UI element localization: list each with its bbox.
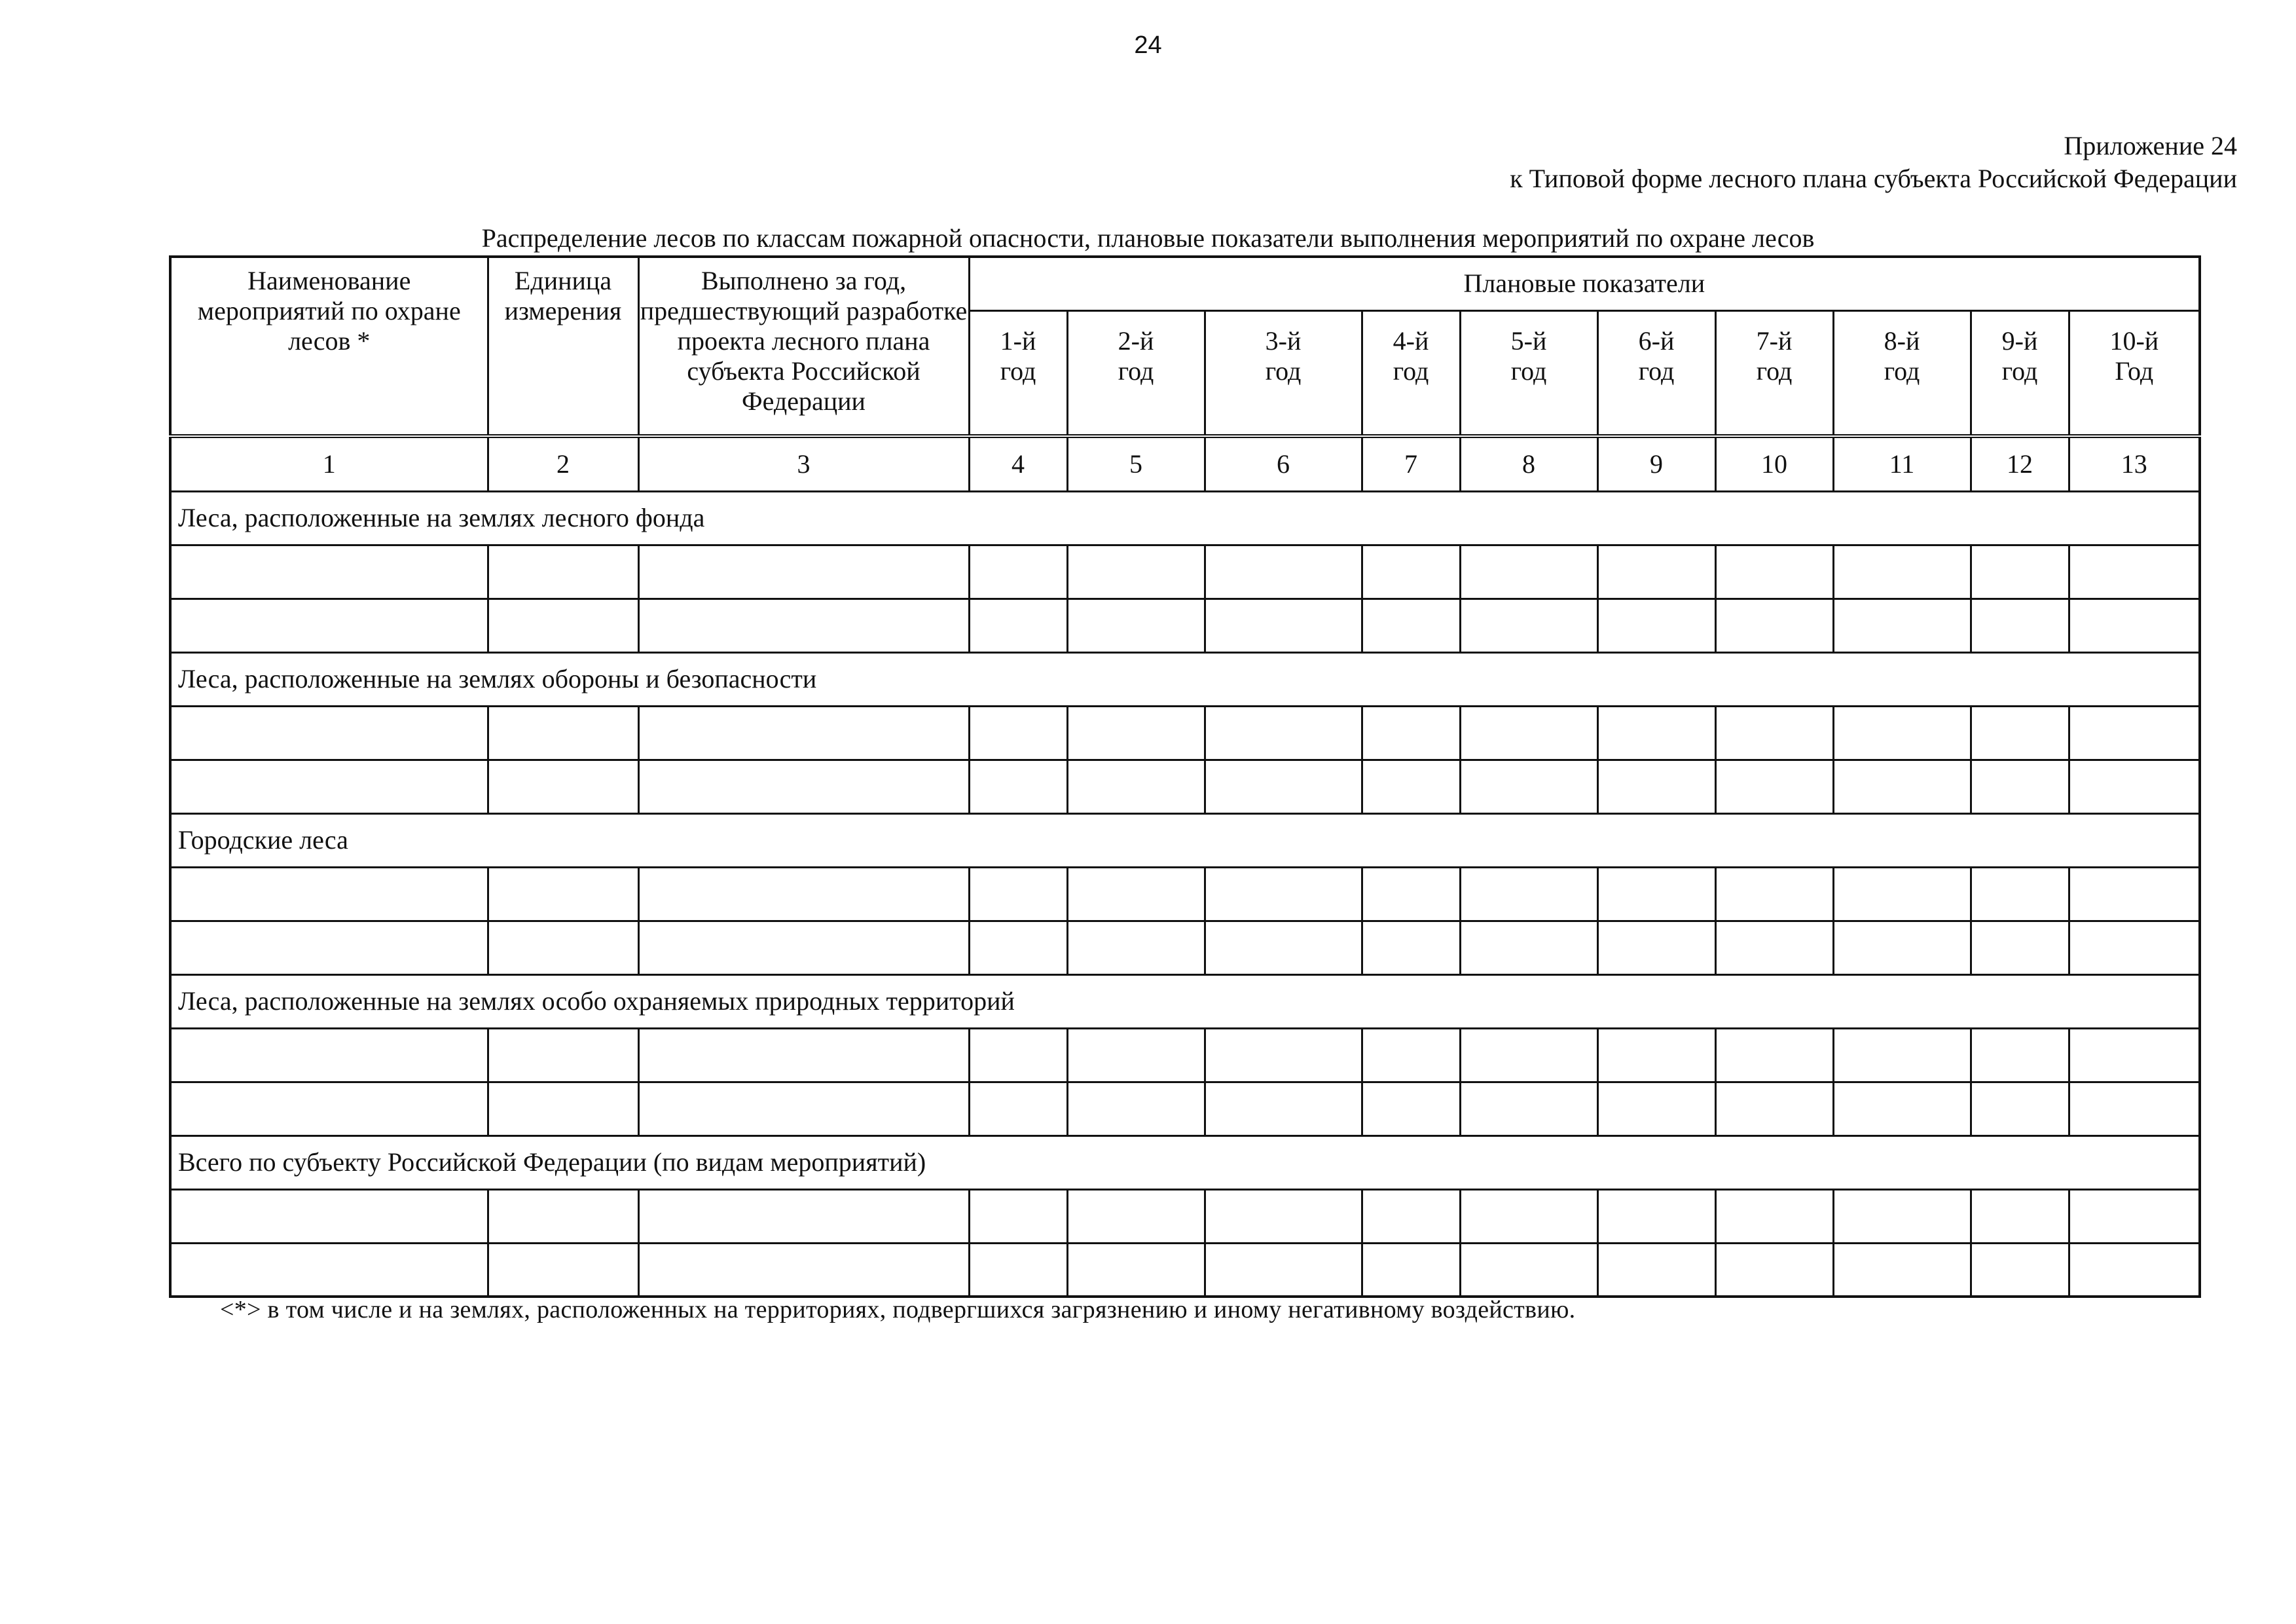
column-number: 8 <box>1460 436 1597 491</box>
table-cell[interactable] <box>1597 1028 1715 1082</box>
section-title: Городские леса <box>170 813 2200 867</box>
table-cell[interactable] <box>1715 1082 1833 1135</box>
table-cell[interactable] <box>170 867 488 921</box>
table-cell[interactable] <box>1362 706 1460 760</box>
appendix-header <box>1510 130 2237 195</box>
header-year-2 <box>1067 310 1205 436</box>
table-cell[interactable] <box>1833 921 1971 974</box>
table-body <box>170 436 2200 1297</box>
table-cell[interactable] <box>1971 706 2069 760</box>
column-number: 12 <box>1971 436 2069 491</box>
table-cell[interactable] <box>1362 867 1460 921</box>
table-cell[interactable] <box>1460 1028 1597 1082</box>
table-cell[interactable] <box>1971 1243 2069 1297</box>
section-title: Леса, расположенные на землях лесного фонда <box>170 491 2200 545</box>
table-row <box>170 760 2200 813</box>
table-cell[interactable] <box>488 1189 638 1243</box>
table-cell[interactable] <box>1715 545 1833 599</box>
table-cell[interactable] <box>2069 1028 2200 1082</box>
table-cell[interactable] <box>170 1243 488 1297</box>
column-number: 10 <box>1715 436 1833 491</box>
column-number: 4 <box>969 436 1067 491</box>
header-year-9 <box>1971 310 2069 436</box>
table-cell[interactable] <box>1460 599 1597 652</box>
table-cell[interactable] <box>1715 867 1833 921</box>
table-row <box>170 1082 2200 1135</box>
table-cell[interactable] <box>1971 545 2069 599</box>
header-unit: Единица измерения <box>488 257 638 436</box>
table-cell[interactable] <box>488 1028 638 1082</box>
table-cell[interactable] <box>638 599 969 652</box>
header-year-number: 2-й <box>1118 325 1154 356</box>
table-cell[interactable] <box>1715 921 1833 974</box>
table-cell[interactable] <box>1597 921 1715 974</box>
column-number: 3 <box>638 436 969 491</box>
table-cell[interactable] <box>1205 1028 1362 1082</box>
table-cell[interactable] <box>1205 1189 1362 1243</box>
column-number: 2 <box>488 436 638 491</box>
table-cell[interactable] <box>2069 921 2200 974</box>
table-cell[interactable] <box>1971 867 2069 921</box>
table-cell[interactable] <box>1067 599 1205 652</box>
table-cell[interactable] <box>969 1189 1067 1243</box>
table-cell[interactable] <box>170 1028 488 1082</box>
table-cell[interactable] <box>170 706 488 760</box>
table-cell[interactable] <box>1205 706 1362 760</box>
header-year-number: 10-й <box>2109 325 2159 356</box>
table-cell[interactable] <box>969 545 1067 599</box>
column-numbers-row <box>170 436 2200 491</box>
table-cell[interactable] <box>1362 599 1460 652</box>
table-cell[interactable] <box>488 921 638 974</box>
header-year-number: 9-й <box>2001 325 2038 356</box>
table-cell[interactable] <box>1460 1082 1597 1135</box>
header-year-1 <box>969 310 1067 436</box>
table-cell[interactable] <box>1362 921 1460 974</box>
table-cell[interactable] <box>1833 867 1971 921</box>
column-number: 1 <box>170 436 488 491</box>
page-number: 24 <box>1134 31 1162 59</box>
table-cell[interactable] <box>969 921 1067 974</box>
table-cell[interactable] <box>1362 1028 1460 1082</box>
table-cell[interactable] <box>969 1243 1067 1297</box>
table-cell[interactable] <box>969 599 1067 652</box>
header-year-word: год <box>1000 356 1036 386</box>
table-cell[interactable] <box>1205 1243 1362 1297</box>
section-title: Леса, расположенные на землях особо охраняемых природных территорий <box>170 974 2200 1028</box>
table-cell[interactable] <box>969 760 1067 813</box>
header-year-number: 6-й <box>1638 325 1675 356</box>
table-cell[interactable] <box>1597 760 1715 813</box>
table-row <box>170 706 2200 760</box>
table-cell[interactable] <box>1460 921 1597 974</box>
table-cell[interactable] <box>638 545 969 599</box>
table-cell[interactable] <box>1362 1082 1460 1135</box>
table-cell[interactable] <box>1715 760 1833 813</box>
table-cell[interactable] <box>1971 1189 2069 1243</box>
header-year-6 <box>1597 310 1715 436</box>
column-number: 5 <box>1067 436 1205 491</box>
planning-table <box>169 255 2201 1298</box>
table-cell[interactable] <box>488 1243 638 1297</box>
table-cell[interactable] <box>1597 1189 1715 1243</box>
table-cell[interactable] <box>1597 1243 1715 1297</box>
table-cell[interactable] <box>1971 1028 2069 1082</box>
header-done: Выполнено за год, предшествующий разработке проекта лесного плана субъекта Российской Федерации <box>638 257 969 436</box>
section-row <box>170 1135 2200 1189</box>
table-cell[interactable] <box>170 921 488 974</box>
section-row <box>170 491 2200 545</box>
header-year-3 <box>1205 310 1362 436</box>
table-cell[interactable] <box>1715 599 1833 652</box>
table-cell[interactable] <box>1971 760 2069 813</box>
table-cell[interactable] <box>488 545 638 599</box>
table-cell[interactable] <box>1715 1189 1833 1243</box>
table-cell[interactable] <box>1067 1082 1205 1135</box>
table-cell[interactable] <box>638 1082 969 1135</box>
appendix-line-1: Приложение 24 <box>2064 131 2237 160</box>
table-row <box>170 545 2200 599</box>
table-cell[interactable] <box>638 1189 969 1243</box>
header-year-number: 3-й <box>1265 325 1302 356</box>
column-number: 7 <box>1362 436 1460 491</box>
header-year-5 <box>1460 310 1597 436</box>
table-cell[interactable] <box>2069 706 2200 760</box>
table-cell[interactable] <box>1597 599 1715 652</box>
column-number: 9 <box>1597 436 1715 491</box>
section-title: Леса, расположенные на землях обороны и безопасности <box>170 652 2200 706</box>
table-cell[interactable] <box>1067 1028 1205 1082</box>
table-cell[interactable] <box>1971 921 2069 974</box>
section-title: Всего по субъекту Российской Федерации (по видам мероприятий) <box>170 1135 2200 1189</box>
header-year-word: Год <box>2115 356 2154 386</box>
table-cell[interactable] <box>1067 545 1205 599</box>
column-number: 13 <box>2069 436 2200 491</box>
table-cell[interactable] <box>2069 1082 2200 1135</box>
table-row <box>170 1243 2200 1297</box>
header-year-number: 4-й <box>1393 325 1429 356</box>
table-cell[interactable] <box>969 1028 1067 1082</box>
table-cell[interactable] <box>2069 867 2200 921</box>
table-title: Распределение лесов по классам пожарной опасности, плановые показатели выполнения мероприятий по охране лесов <box>481 223 1815 253</box>
table-header <box>170 257 2200 436</box>
table-cell[interactable] <box>1715 1243 1833 1297</box>
table-cell[interactable] <box>2069 1243 2200 1297</box>
table-row <box>170 921 2200 974</box>
table-cell[interactable] <box>1460 1189 1597 1243</box>
table-cell[interactable] <box>170 760 488 813</box>
section-row <box>170 652 2200 706</box>
table-cell[interactable] <box>170 1189 488 1243</box>
table-cell[interactable] <box>638 867 969 921</box>
table-cell[interactable] <box>1067 867 1205 921</box>
table-cell[interactable] <box>1833 545 1971 599</box>
table-row <box>170 1028 2200 1082</box>
table-cell[interactable] <box>1971 1082 2069 1135</box>
table-cell[interactable] <box>2069 599 2200 652</box>
column-number: 6 <box>1205 436 1362 491</box>
table-cell[interactable] <box>1460 545 1597 599</box>
table-cell[interactable] <box>1205 921 1362 974</box>
header-year-word: год <box>1118 356 1154 386</box>
table-cell[interactable] <box>1067 921 1205 974</box>
header-year-number: 5-й <box>1510 325 1547 356</box>
header-year-word: год <box>1510 356 1547 386</box>
table-cell[interactable] <box>488 706 638 760</box>
header-year-word: год <box>1265 356 1302 386</box>
table-cell[interactable] <box>1833 706 1971 760</box>
table-cell[interactable] <box>1597 867 1715 921</box>
header-year-word: год <box>1638 356 1675 386</box>
table-cell[interactable] <box>1362 1189 1460 1243</box>
table-cell[interactable] <box>2069 545 2200 599</box>
table-cell[interactable] <box>638 760 969 813</box>
table-cell[interactable] <box>1362 545 1460 599</box>
table-cell[interactable] <box>488 599 638 652</box>
table-cell[interactable] <box>638 921 969 974</box>
header-year-7 <box>1715 310 1833 436</box>
table-cell[interactable] <box>1460 1243 1597 1297</box>
table-cell[interactable] <box>488 1082 638 1135</box>
table-cell[interactable] <box>488 760 638 813</box>
table-cell[interactable] <box>1362 1243 1460 1297</box>
table-cell[interactable] <box>1205 867 1362 921</box>
table-cell[interactable] <box>1833 1028 1971 1082</box>
table-cell[interactable] <box>1460 706 1597 760</box>
header-year-word: год <box>1393 356 1429 386</box>
table-cell[interactable] <box>488 867 638 921</box>
table-row <box>170 599 2200 652</box>
table-cell[interactable] <box>2069 1189 2200 1243</box>
table-cell[interactable] <box>1833 1082 1971 1135</box>
table-cell[interactable] <box>1067 760 1205 813</box>
table-cell[interactable] <box>170 599 488 652</box>
table-cell[interactable] <box>969 706 1067 760</box>
appendix-line-2: к Типовой форме лесного плана субъекта Российской Федерации <box>1510 164 2237 193</box>
table-cell[interactable] <box>1362 760 1460 813</box>
section-row <box>170 813 2200 867</box>
table-cell[interactable] <box>638 1243 969 1297</box>
table-cell[interactable] <box>638 706 969 760</box>
table-cell[interactable] <box>1460 867 1597 921</box>
header-year-number: 1-й <box>1000 325 1036 356</box>
table-row <box>170 1189 2200 1243</box>
table-cell[interactable] <box>1067 1243 1205 1297</box>
table-cell[interactable] <box>1833 1243 1971 1297</box>
table-cell[interactable] <box>638 1028 969 1082</box>
table-cell[interactable] <box>170 545 488 599</box>
table-cell[interactable] <box>1067 1189 1205 1243</box>
table-cell[interactable] <box>1205 545 1362 599</box>
header-year-word: год <box>1884 356 1920 386</box>
column-number: 11 <box>1833 436 1971 491</box>
table-cell[interactable] <box>1067 706 1205 760</box>
header-year-number: 8-й <box>1884 325 1920 356</box>
table-cell[interactable] <box>1597 1082 1715 1135</box>
header-planned: Плановые показатели <box>969 257 2200 310</box>
header-year-8 <box>1833 310 1971 436</box>
table-cell[interactable] <box>1833 1189 1971 1243</box>
section-row <box>170 974 2200 1028</box>
footnote: <*> в том числе и на землях, расположенных на территориях, подвергшихся загрязнению и иному негативному воздействию. <box>220 1296 1576 1323</box>
header-name: Наименование мероприятий по охране лесов * <box>170 257 488 436</box>
table-cell[interactable] <box>1460 760 1597 813</box>
table-cell[interactable] <box>1205 1082 1362 1135</box>
table-cell[interactable] <box>1205 760 1362 813</box>
table-cell[interactable] <box>1715 1028 1833 1082</box>
table-cell[interactable] <box>170 1082 488 1135</box>
table-cell[interactable] <box>969 1082 1067 1135</box>
table-cell[interactable] <box>1715 706 1833 760</box>
header-year-4 <box>1362 310 1460 436</box>
table-cell[interactable] <box>1971 599 2069 652</box>
table-cell[interactable] <box>1833 599 1971 652</box>
table-cell[interactable] <box>2069 760 2200 813</box>
header-year-word: год <box>1756 356 1793 386</box>
table-cell[interactable] <box>1597 706 1715 760</box>
table-row <box>170 867 2200 921</box>
table-cell[interactable] <box>969 867 1067 921</box>
header-year-number: 7-й <box>1756 325 1793 356</box>
table-cell[interactable] <box>1597 545 1715 599</box>
header-year-10 <box>2069 310 2200 436</box>
table-cell[interactable] <box>1833 760 1971 813</box>
table-cell[interactable] <box>1205 599 1362 652</box>
header-year-word: год <box>2001 356 2038 386</box>
